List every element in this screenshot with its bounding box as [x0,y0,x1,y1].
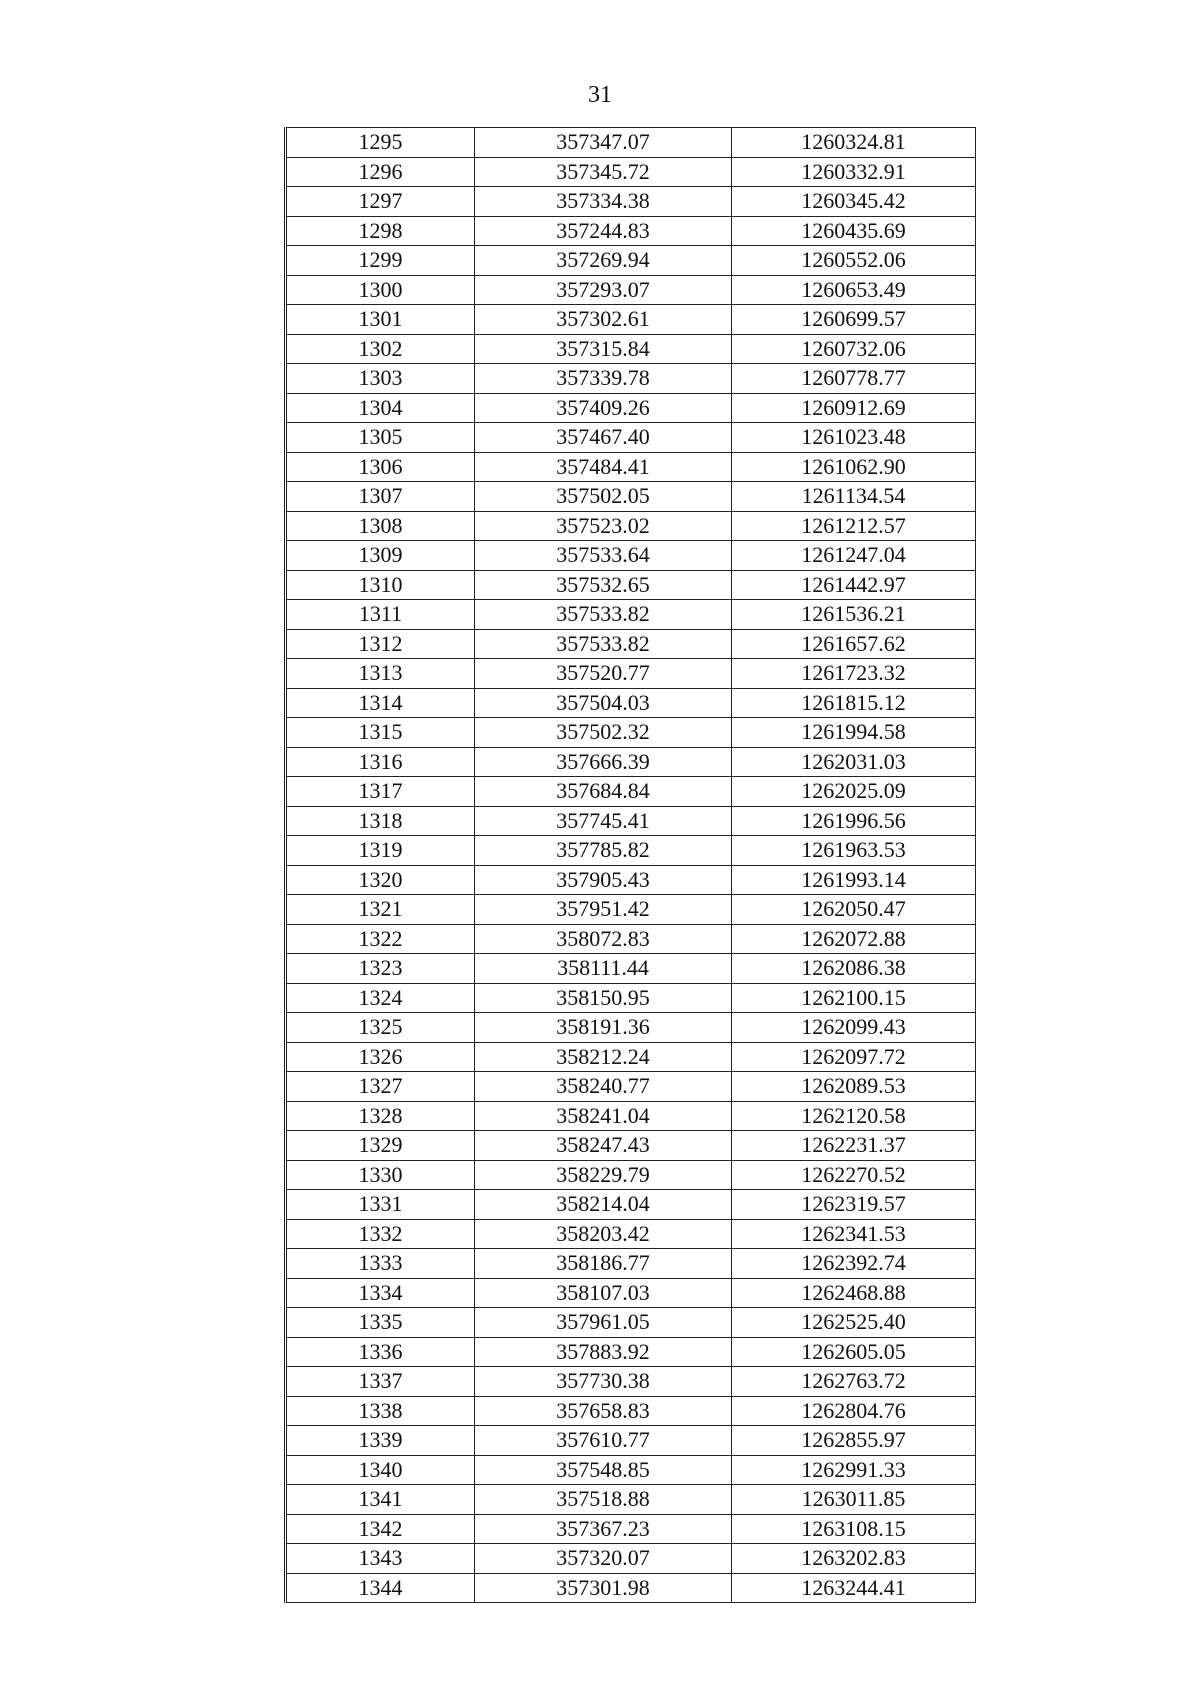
y-coordinate-cell: 1262525.40 [732,1308,976,1338]
y-coordinate-cell: 1260332.91 [732,157,976,187]
point-number-cell: 1317 [286,777,475,807]
y-coordinate-cell: 1262086.38 [732,954,976,984]
y-coordinate-cell: 1263244.41 [732,1573,976,1603]
point-number-cell: 1309 [286,541,475,571]
table-row [286,1160,976,1190]
table-row [286,570,976,600]
y-coordinate-cell: 1262050.47 [732,895,976,925]
x-coordinate-cell: 357658.83 [475,1396,732,1426]
table-row [286,983,976,1013]
point-number-cell: 1328 [286,1101,475,1131]
table-row [286,1101,976,1131]
table-row [286,1455,976,1485]
point-number-cell: 1307 [286,482,475,512]
x-coordinate-cell: 357730.38 [475,1367,732,1397]
point-number-cell: 1305 [286,423,475,453]
point-number-cell: 1301 [286,305,475,335]
table-row [286,1367,976,1397]
x-coordinate-cell: 357502.32 [475,718,732,748]
y-coordinate-cell: 1261723.32 [732,659,976,689]
table-row [286,688,976,718]
table-row [286,629,976,659]
y-coordinate-cell: 1261993.14 [732,865,976,895]
point-number-cell: 1340 [286,1455,475,1485]
table-row [286,1544,976,1574]
table-row [286,600,976,630]
table-row [286,216,976,246]
y-coordinate-cell: 1261657.62 [732,629,976,659]
y-coordinate-cell: 1260435.69 [732,216,976,246]
point-number-cell: 1320 [286,865,475,895]
y-coordinate-cell: 1262763.72 [732,1367,976,1397]
table-row [286,1072,976,1102]
point-number-cell: 1336 [286,1337,475,1367]
y-coordinate-cell: 1263108.15 [732,1514,976,1544]
y-coordinate-cell: 1261963.53 [732,836,976,866]
x-coordinate-cell: 357520.77 [475,659,732,689]
y-coordinate-cell: 1262319.57 [732,1190,976,1220]
point-number-cell: 1313 [286,659,475,689]
point-number-cell: 1297 [286,187,475,217]
point-number-cell: 1315 [286,718,475,748]
y-coordinate-cell: 1261212.57 [732,511,976,541]
y-coordinate-cell: 1262341.53 [732,1219,976,1249]
point-number-cell: 1342 [286,1514,475,1544]
y-coordinate-cell: 1262392.74 [732,1249,976,1279]
table-row [286,1573,976,1603]
table-row [286,865,976,895]
y-coordinate-cell: 1262855.97 [732,1426,976,1456]
x-coordinate-cell: 357785.82 [475,836,732,866]
x-coordinate-cell: 357951.42 [475,895,732,925]
table-row [286,246,976,276]
y-coordinate-cell: 1261062.90 [732,452,976,482]
y-coordinate-cell: 1262468.88 [732,1278,976,1308]
x-coordinate-cell: 357504.03 [475,688,732,718]
table-row [286,1219,976,1249]
table-row [286,747,976,777]
table-row [286,1013,976,1043]
x-coordinate-cell: 357502.05 [475,482,732,512]
table-row [286,924,976,954]
point-number-cell: 1296 [286,157,475,187]
table-row [286,511,976,541]
point-number-cell: 1318 [286,806,475,836]
x-coordinate-cell: 357301.98 [475,1573,732,1603]
y-coordinate-cell: 1260699.57 [732,305,976,335]
table-row [286,806,976,836]
point-number-cell: 1314 [286,688,475,718]
point-number-cell: 1329 [286,1131,475,1161]
table-row [286,895,976,925]
point-number-cell: 1338 [286,1396,475,1426]
point-number-cell: 1310 [286,570,475,600]
y-coordinate-cell: 1261442.97 [732,570,976,600]
y-coordinate-cell: 1263202.83 [732,1544,976,1574]
x-coordinate-cell: 358229.79 [475,1160,732,1190]
x-coordinate-cell: 357518.88 [475,1485,732,1515]
point-number-cell: 1304 [286,393,475,423]
x-coordinate-cell: 358214.04 [475,1190,732,1220]
x-coordinate-cell: 357467.40 [475,423,732,453]
table-row [286,364,976,394]
y-coordinate-cell: 1262031.03 [732,747,976,777]
y-coordinate-cell: 1261247.04 [732,541,976,571]
table-row [286,334,976,364]
x-coordinate-cell: 357367.23 [475,1514,732,1544]
y-coordinate-cell: 1261536.21 [732,600,976,630]
x-coordinate-cell: 358186.77 [475,1249,732,1279]
point-number-cell: 1311 [286,600,475,630]
point-number-cell: 1331 [286,1190,475,1220]
y-coordinate-cell: 1262072.88 [732,924,976,954]
point-number-cell: 1295 [286,128,475,158]
x-coordinate-cell: 357883.92 [475,1337,732,1367]
y-coordinate-cell: 1262270.52 [732,1160,976,1190]
x-coordinate-cell: 357533.82 [475,629,732,659]
table-row [286,423,976,453]
y-coordinate-cell: 1262097.72 [732,1042,976,1072]
table-row [286,393,976,423]
point-number-cell: 1300 [286,275,475,305]
table-row [286,836,976,866]
table-row [286,305,976,335]
y-coordinate-cell: 1260732.06 [732,334,976,364]
table-row [286,157,976,187]
x-coordinate-cell: 357484.41 [475,452,732,482]
table-row [286,1190,976,1220]
y-coordinate-cell: 1260552.06 [732,246,976,276]
y-coordinate-cell: 1260653.49 [732,275,976,305]
point-number-cell: 1334 [286,1278,475,1308]
table-row [286,1042,976,1072]
table-row [286,954,976,984]
y-coordinate-cell: 1262605.05 [732,1337,976,1367]
table-row [286,777,976,807]
coordinates-table [284,127,976,1603]
point-number-cell: 1306 [286,452,475,482]
x-coordinate-cell: 357610.77 [475,1426,732,1456]
point-number-cell: 1343 [286,1544,475,1574]
table-row [286,482,976,512]
coordinates-table-body [286,128,976,1603]
point-number-cell: 1344 [286,1573,475,1603]
x-coordinate-cell: 357533.64 [475,541,732,571]
point-number-cell: 1323 [286,954,475,984]
x-coordinate-cell: 358111.44 [475,954,732,984]
x-coordinate-cell: 358241.04 [475,1101,732,1131]
table-row [286,452,976,482]
table-row [286,1308,976,1338]
point-number-cell: 1341 [286,1485,475,1515]
point-number-cell: 1326 [286,1042,475,1072]
y-coordinate-cell: 1260778.77 [732,364,976,394]
point-number-cell: 1303 [286,364,475,394]
y-coordinate-cell: 1260324.81 [732,128,976,158]
table-row [286,1131,976,1161]
table-row [286,275,976,305]
point-number-cell: 1325 [286,1013,475,1043]
point-number-cell: 1302 [286,334,475,364]
y-coordinate-cell: 1262120.58 [732,1101,976,1131]
x-coordinate-cell: 358107.03 [475,1278,732,1308]
x-coordinate-cell: 358191.36 [475,1013,732,1043]
y-coordinate-cell: 1261815.12 [732,688,976,718]
point-number-cell: 1337 [286,1367,475,1397]
x-coordinate-cell: 357905.43 [475,865,732,895]
x-coordinate-cell: 357409.26 [475,393,732,423]
x-coordinate-cell: 358240.77 [475,1072,732,1102]
y-coordinate-cell: 1260912.69 [732,393,976,423]
y-coordinate-cell: 1262100.15 [732,983,976,1013]
y-coordinate-cell: 1261134.54 [732,482,976,512]
x-coordinate-cell: 357244.83 [475,216,732,246]
y-coordinate-cell: 1261994.58 [732,718,976,748]
table-row [286,1396,976,1426]
x-coordinate-cell: 357315.84 [475,334,732,364]
y-coordinate-cell: 1262099.43 [732,1013,976,1043]
point-number-cell: 1333 [286,1249,475,1279]
y-coordinate-cell: 1262025.09 [732,777,976,807]
x-coordinate-cell: 358203.42 [475,1219,732,1249]
y-coordinate-cell: 1263011.85 [732,1485,976,1515]
x-coordinate-cell: 357347.07 [475,128,732,158]
table-row [286,1514,976,1544]
y-coordinate-cell: 1261996.56 [732,806,976,836]
point-number-cell: 1312 [286,629,475,659]
x-coordinate-cell: 357269.94 [475,246,732,276]
x-coordinate-cell: 357345.72 [475,157,732,187]
table-row [286,659,976,689]
point-number-cell: 1322 [286,924,475,954]
y-coordinate-cell: 1262991.33 [732,1455,976,1485]
page-number: 31 [588,82,612,108]
y-coordinate-cell: 1260345.42 [732,187,976,217]
x-coordinate-cell: 357666.39 [475,747,732,777]
table-row [286,1249,976,1279]
table-row [286,1337,976,1367]
point-number-cell: 1332 [286,1219,475,1249]
table-row [286,1485,976,1515]
point-number-cell: 1330 [286,1160,475,1190]
table-row [286,187,976,217]
point-number-cell: 1299 [286,246,475,276]
x-coordinate-cell: 357320.07 [475,1544,732,1574]
x-coordinate-cell: 357334.38 [475,187,732,217]
x-coordinate-cell: 357548.85 [475,1455,732,1485]
x-coordinate-cell: 357532.65 [475,570,732,600]
point-number-cell: 1308 [286,511,475,541]
point-number-cell: 1324 [286,983,475,1013]
x-coordinate-cell: 358212.24 [475,1042,732,1072]
table-row [286,128,976,158]
point-number-cell: 1319 [286,836,475,866]
y-coordinate-cell: 1262804.76 [732,1396,976,1426]
point-number-cell: 1321 [286,895,475,925]
table-row [286,718,976,748]
x-coordinate-cell: 357745.41 [475,806,732,836]
y-coordinate-cell: 1262231.37 [732,1131,976,1161]
x-coordinate-cell: 357961.05 [475,1308,732,1338]
x-coordinate-cell: 357339.78 [475,364,732,394]
x-coordinate-cell: 357684.84 [475,777,732,807]
point-number-cell: 1316 [286,747,475,777]
point-number-cell: 1335 [286,1308,475,1338]
x-coordinate-cell: 358150.95 [475,983,732,1013]
x-coordinate-cell: 357533.82 [475,600,732,630]
x-coordinate-cell: 357302.61 [475,305,732,335]
point-number-cell: 1339 [286,1426,475,1456]
y-coordinate-cell: 1261023.48 [732,423,976,453]
x-coordinate-cell: 357293.07 [475,275,732,305]
table-row [286,541,976,571]
table-row [286,1278,976,1308]
point-number-cell: 1298 [286,216,475,246]
x-coordinate-cell: 358072.83 [475,924,732,954]
x-coordinate-cell: 358247.43 [475,1131,732,1161]
table-row [286,1426,976,1456]
y-coordinate-cell: 1262089.53 [732,1072,976,1102]
point-number-cell: 1327 [286,1072,475,1102]
x-coordinate-cell: 357523.02 [475,511,732,541]
